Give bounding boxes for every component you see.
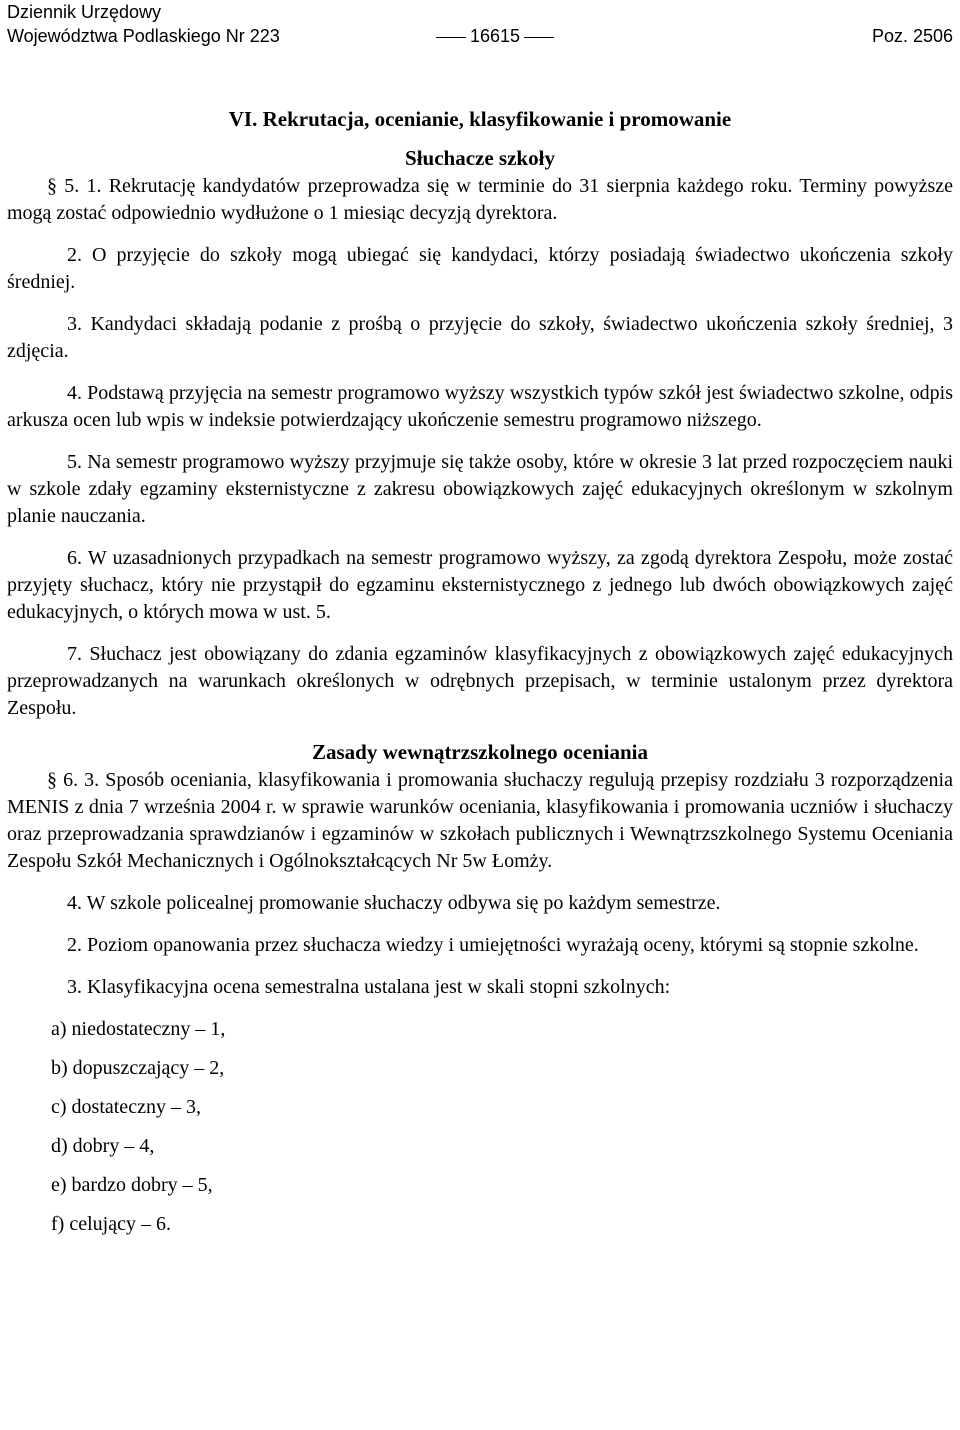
paragraph-5-5: 5. Na semestr programowo wyższy przyjmuje się także osoby, które w okresie 3 lat przed rozpoczęciem nauki w szkole zdały egzaminy eksternistyczne z zakresu obowiązkowych zajęć edukacyjnych określonym w szkolnym planie nauczania. <box>7 451 953 527</box>
paragraph-6-3: § 6. 3. Sposób oceniania, klasyfikowania i promowania słuchaczy regulują przepisy rozdziału 3 rozporządzenia MENIS z dnia 7 września 2004 r. w sprawie warunków oceniania, klasyfikowania i promowania uczniów i słuchaczy oraz przeprowadzania sprawdzianów i egzaminów w szkołach publicznych i Wewnątrzszkolnego Systemu Oceniania Zespołu Szkół Mechanicznych i Ogólnokształcących Nr 5w Łomży. <box>7 769 953 872</box>
document-body <box>7 104 953 1250</box>
paragraph-5-3: 3. Kandydaci składają podanie z prośbą o przyjęcie do szkoły, świadectwo ukończenia szkoły średniej, 3 zdjęcia. <box>7 313 953 362</box>
paragraph-5-2: 2. O przyjęcie do szkoły mogą ubiegać się kandydaci, którzy posiadają świadectwo ukończenia szkoły średniej. <box>7 244 953 293</box>
list-item: c) dostateczny – 3, <box>51 1096 201 1118</box>
subsection-title-grading: Zasady wewnątrzszkolnego oceniania <box>312 740 648 764</box>
paragraph-5-6: 6. W uzasadnionych przypadkach na semestr programowo wyższy, za zgodą dyrektora Zespołu, może zostać przyjęty słuchacz, który nie przystąpił do egzaminu eksternistycznego z jednego lub dwóch obowiązkowych zajęć edukacyjnych, o których mowa w ust. 5. <box>7 547 953 623</box>
dash-right <box>524 37 554 38</box>
paragraph-6-2: 2. Poziom opanowania przez słuchacza wiedzy i umiejętności wyrażają oceny, którymi są stopnie szkolne. <box>67 934 919 956</box>
paragraph-5-4: 4. Podstawą przyjęcia na semestr programowo wyższy wszystkich typów szkół jest świadectwo szkolne, odpis arkusza ocen lub wpis w indeksie potwierdzający ukończenie semestru programowo niższego. <box>7 382 953 431</box>
page-number-block <box>432 24 558 48</box>
list-item: f) celujący – 6. <box>51 1213 171 1235</box>
paragraph-5-1: § 5. 1. Rekrutację kandydatów przeprowadza się w terminie do 31 sierpnia każdego roku. Terminy powyższe mogą zostać odpowiednio wydłużone o 1 miesiąc decyzją dyrektora. <box>7 175 953 224</box>
page-number: 16615 <box>470 26 521 46</box>
position-number: Poz. 2506 <box>871 26 953 46</box>
journal-title: Dziennik Urzędowy <box>7 2 162 22</box>
list-item: b) dopuszczający – 2, <box>51 1057 225 1079</box>
paragraph-5-7: 7. Słuchacz jest obowiązany do zdania egzaminów klasyfikacyjnych z obowiązkowych zajęć edukacyjnych przeprowadzanych na warunkach określonych w odrębnych przepisach, w terminie ustalonym przez dyrektora Zespołu. <box>7 643 953 719</box>
section-title: VI. Rekrutacja, ocenianie, klasyfikowanie i promowanie <box>228 107 732 131</box>
list-item: d) dobry – 4, <box>51 1135 155 1157</box>
page-header <box>7 0 953 48</box>
paragraph-6-4: 4. W szkole policealnej promowanie słuchaczy odbywa się po każdym semestrze. <box>67 892 721 914</box>
paragraph-6-3b: 3. Klasyfikacyjna ocena semestralna ustalana jest w skali stopni szkolnych: <box>67 976 671 998</box>
subsection-title-students: Słuchacze szkoły <box>405 146 555 170</box>
header-line <box>7 24 953 48</box>
list-item: a) niedostateczny – 1, <box>51 1018 226 1040</box>
grade-scale-list <box>7 1016 953 1238</box>
list-item: e) bardzo dobry – 5, <box>51 1174 213 1196</box>
dash-left <box>436 37 466 38</box>
journal-issue: Województwa Podlaskiego Nr 223 <box>7 26 280 46</box>
